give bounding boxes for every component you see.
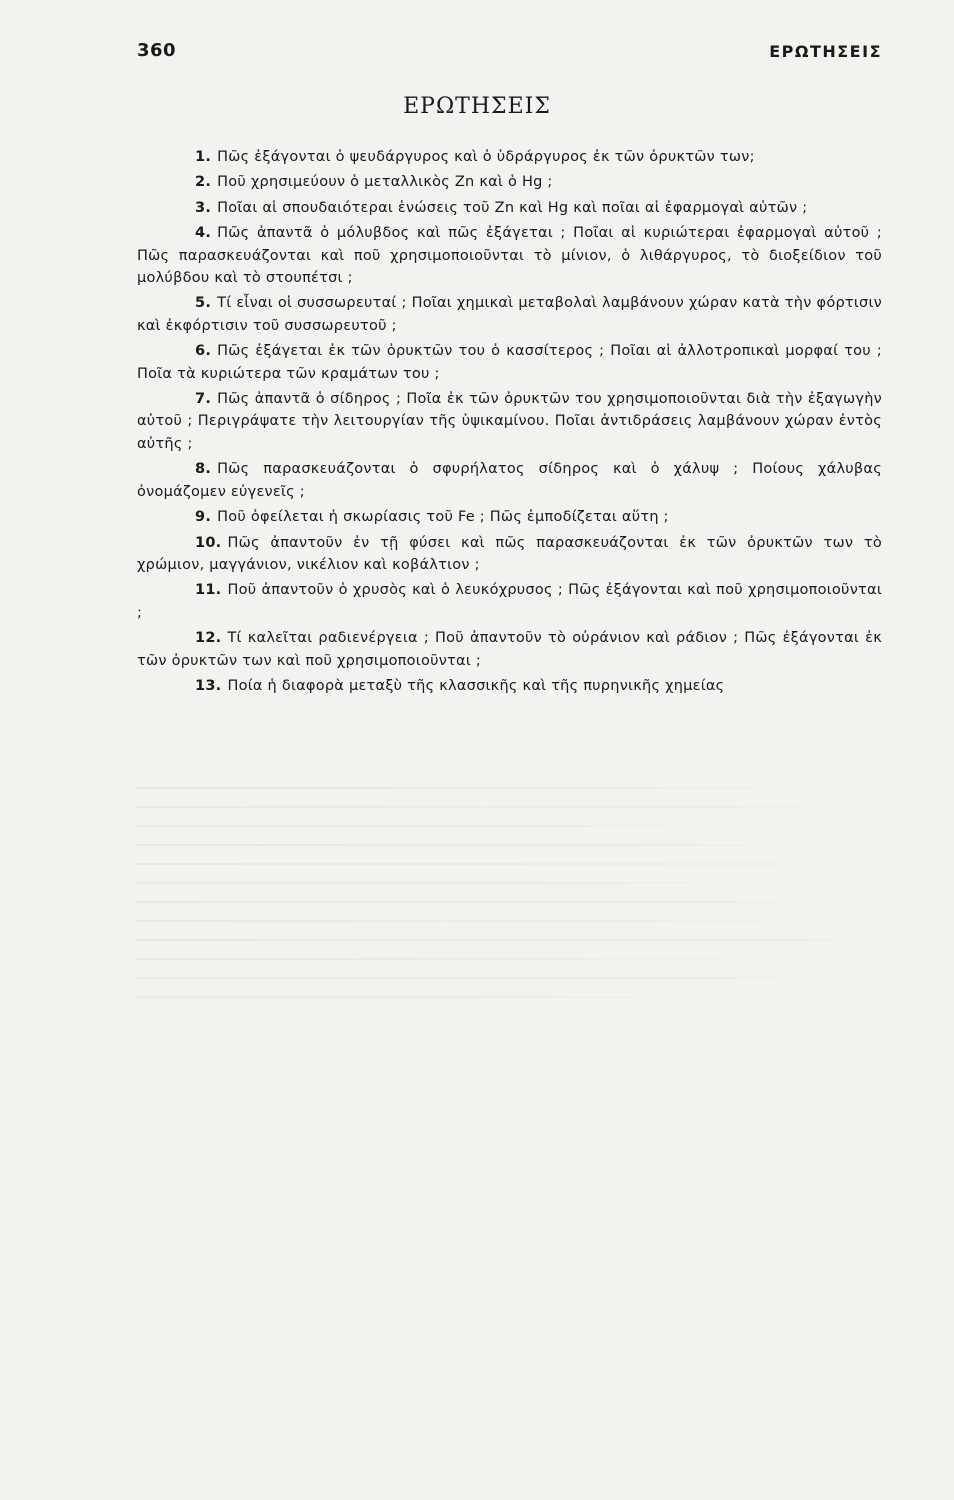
question-item [137, 292, 882, 337]
question-number: 9. [195, 509, 212, 526]
question-number: 6. [195, 343, 212, 360]
question-item [137, 532, 882, 577]
question-list [137, 146, 882, 700]
question-number: 7. [195, 391, 212, 408]
question-number: 11. [195, 582, 222, 599]
question-number: 10. [195, 534, 222, 551]
question-item [137, 579, 882, 624]
question-number: 2. [195, 174, 212, 191]
question-text: Πῶς ἐξάγονται ὁ ψευδάργυρος καὶ ὁ ὑδράργυρος ἐκ τῶν ὀρυκτῶν των; [217, 149, 755, 165]
question-number: 3. [195, 199, 212, 216]
question-text: Ποῦ ἀπαντοῦν ὁ χρυσὸς καὶ ὁ λευκόχρυσος ; Πῶς ἐξάγονται καὶ ποῦ χρησιμοποιοῦνται ; [137, 582, 882, 621]
question-number: 1. [195, 149, 212, 165]
question-text: Ποία ἡ διαφορὰ μεταξὺ τῆς κλασσικῆς καὶ τῆς πυρηνικῆς χημείας [227, 677, 725, 694]
question-item [137, 197, 882, 219]
question-number: 4. [195, 225, 212, 242]
question-text: Τί καλεῖται ραδιενέργεια ; Ποῦ ἀπαντοῦν τὸ οὐράνιον καὶ ράδιον ; Πῶς ἐξάγονται ἐκ τῶν ὀρυκτῶν των καὶ ποῦ χρησιμοποιοῦνται ; [137, 630, 882, 669]
question-item [137, 146, 882, 168]
question-text: Ποῦ χρησιμεύουν ὁ μεταλλικὸς Zn καὶ ὁ Hg ; [217, 174, 553, 191]
question-number: 12. [195, 630, 222, 647]
question-text: Πῶς ἀπαντοῦν ἐν τῇ φύσει καὶ πῶς παρασκευάζονται ἐκ τῶν ὀρυκτῶν των τὸ χρώμιον, μαγγάνιον, νικέλιον καὶ κοβάλτιον ; [137, 534, 882, 573]
question-text: Πῶς παρασκευάζονται ὁ σφυρήλατος σίδηρος καὶ ὁ χάλυψ ; Ποίους χάλυβας ὀνομάζομεν εὐγενεῖς ; [137, 461, 882, 500]
question-text: Πῶς ἀπαντᾶ ὁ σίδηρος ; Ποῖα ἐκ τῶν ὀρυκτῶν του χρησιμοποιοῦνται διὰ τὴν ἐξαγωγὴν αὐτοῦ ; Περιγράψατε τὴν λειτουργίαν τῆς ὑψικαμίνου. Ποῖαι ἀντιδράσεις λαμβάνουν χώραν ἐντὸς αὐτῆς ; [137, 391, 882, 452]
question-item [137, 222, 882, 289]
question-item [137, 388, 882, 455]
question-item [137, 171, 882, 193]
question-item [137, 675, 882, 697]
question-item [137, 458, 882, 503]
question-item [137, 340, 882, 385]
question-item [137, 506, 882, 528]
bleed-through-texture [135, 770, 880, 1015]
question-text: Πῶς ἀπαντᾶ ὁ μόλυβδος καὶ πῶς ἐξάγεται ; Ποῖαι αἱ κυριώτεραι ἐφαρμογαὶ αὐτοῦ ; Πῶς παρασκευάζονται καὶ ποῦ χρησιμοποιοῦνται τὸ μίνιον, ὁ λιθάργυρος, τὸ διοξείδιον τοῦ μολύβδου καὶ τὸ στουπέτσι ; [137, 225, 882, 287]
question-number: 8. [195, 461, 212, 478]
question-text: Ποῖαι αἱ σπουδαιότεραι ἑνώσεις τοῦ Zn καὶ Hg καὶ ποῖαι αἱ ἐφαρμογαὶ αὐτῶν ; [217, 199, 808, 216]
question-text: Πῶς ἐξάγεται ἐκ τῶν ὀρυκτῶν του ὁ κασσίτερος ; Ποῖαι αἱ ἀλλοτροπικαὶ μορφαί του ; Ποῖα τὰ κυριώτερα τῶν κραμάτων του ; [137, 343, 882, 382]
running-head: ΕΡΩΤΗΣΕΙΣ [769, 42, 882, 61]
page-number: 360 [137, 40, 177, 61]
question-text: Τί εἶναι οἱ συσσωρευταί ; Ποῖαι χημικαὶ μεταβολαὶ λαμβάνουν χώραν κατὰ τὴν φόρτισιν καὶ ἐκφόρτισιν τοῦ συσσωρευτοῦ ; [137, 295, 882, 334]
question-text: Ποῦ ὀφείλεται ἡ σκωρίασις τοῦ Fe ; Πῶς ἐμποδίζεται αὕτη ; [217, 509, 669, 526]
question-number: 13. [195, 677, 222, 694]
question-number: 5. [195, 295, 212, 312]
section-title: ΕΡΩΤΗΣΕΙΣ [403, 94, 551, 119]
question-item [137, 627, 882, 672]
